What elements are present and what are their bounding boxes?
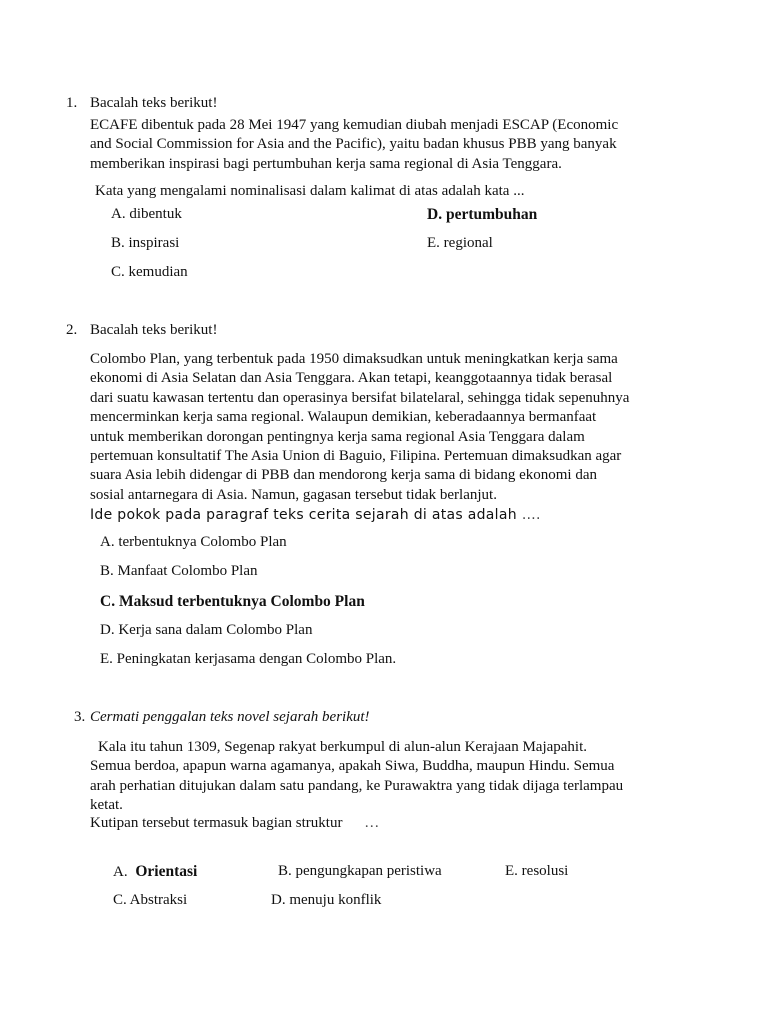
q3-question-text: Kutipan tersebut termasuk bagian struktur [90,815,343,831]
q3-passage-line: Semua berdoa, apapun warna agamanya, apakah Siwa, Buddha, maupun Hindu. Semua [90,758,615,775]
q2-option-a: A. terbentuknya Colombo Plan [100,534,287,550]
q1-option-c: C. kemudian [111,264,188,280]
q2-question [90,508,541,522]
q2-question-dots: …. [521,507,541,523]
q3-passage [90,738,710,816]
q2-passage-line: mencerminkan kerja sama regional. Walaupun demikian, keberadaannya bermanfaat [90,409,597,426]
q3-question [90,816,379,831]
q2-passage-line: sosial antarnegara di Asia. Namun, gagasan tersebut tidak berlanjut. [90,486,497,503]
q2-option-e: E. Peningkatan kerjasama dengan Colombo Plan. [100,651,397,667]
q2-passage-line: ekonomi di Asia Selatan dan Asia Tenggara. Akan tetapi, keanggotaannya tidak berasal [90,370,613,387]
q2-number: 2. [66,322,78,338]
q3-number: 3. [74,709,86,725]
q1-option-a: A. dibentuk [111,206,182,222]
q3-option-a-text: Orientasi [135,863,198,880]
q3-option-e: E. resolusi [505,863,569,879]
q2-option-c: C. Maksud terbentuknya Colombo Plan [100,593,365,610]
q2-passage [90,350,690,505]
q3-prompt: Cermati penggalan teks novel sejarah berikut! [90,709,370,725]
q1-passage-line: and Social Commission for Asia and the Pacific), yaitu badan khusus PBB yang banyak [90,136,617,153]
q3-passage-line: ketat. [90,797,123,814]
q1-passage-line: ECAFE dibentuk pada 28 Mei 1947 yang kemudian diubah menjadi ESCAP (Economic [90,117,619,133]
q1-option-d: D. pertumbuhan [427,206,538,223]
q2-option-d: D. Kerja sana dalam Colombo Plan [100,622,313,638]
q1-passage-line: memberikan inspirasi bagi pertumbuhan kerja sama regional di Asia Tenggara. [90,155,562,172]
q2-question-text: Ide pokok pada paragraf teks cerita sejarah di atas adalah [90,507,517,523]
q3-question-dots: … [364,815,380,831]
q3-passage-line: arah perhatian ditujukan dalam satu pandang, ke Purawaktra yang tidak dijaga terlampau [90,777,624,794]
q2-prompt: Bacalah teks berikut! [90,322,218,338]
q1-prompt: Bacalah teks berikut! [90,95,218,111]
q3-passage-line: Kala itu tahun 1309, Segenap rakyat berkumpul di alun-alun Kerajaan Majapahit. [98,739,588,755]
q2-passage-line: untuk memberikan dorongan pentingnya kerja sama regional Asia Tenggara dalam [90,428,585,445]
q3-option-a-letter: A. [113,864,128,880]
q2-passage-line: suara Asia lebih didengar di PBB dan mendorong kerja sama di bidang ekonomi dan [90,467,597,484]
q1-option-e: E. regional [427,235,493,251]
q2-passage-line: pertemuan konsultatif The Asia Union di Baguio, Filipina. Pertemuan dimaksudkan agar [90,448,622,465]
q1-question: Kata yang mengalami nominalisasi dalam kalimat di atas adalah kata ... [95,183,525,199]
q2-passage-line: dari suatu kawasan tertentu dan operasinya bersifat bilatelaral, sehingga tidak sepenuhnya [90,389,630,406]
q3-option-b: B. pengungkapan peristiwa [278,863,442,879]
q3-option-d: D. menuju konflik [271,892,382,908]
q2-passage-line: Colombo Plan, yang terbentuk pada 1950 dimaksudkan untuk meningkatkan kerja sama [90,351,618,367]
q3-option-a [113,864,197,880]
q1-passage [90,116,690,174]
q3-option-c: C. Abstraksi [113,892,188,908]
q1-number: 1. [66,95,78,111]
q1-option-b: B. inspirasi [111,235,180,251]
q2-option-b: B. Manfaat Colombo Plan [100,563,258,579]
